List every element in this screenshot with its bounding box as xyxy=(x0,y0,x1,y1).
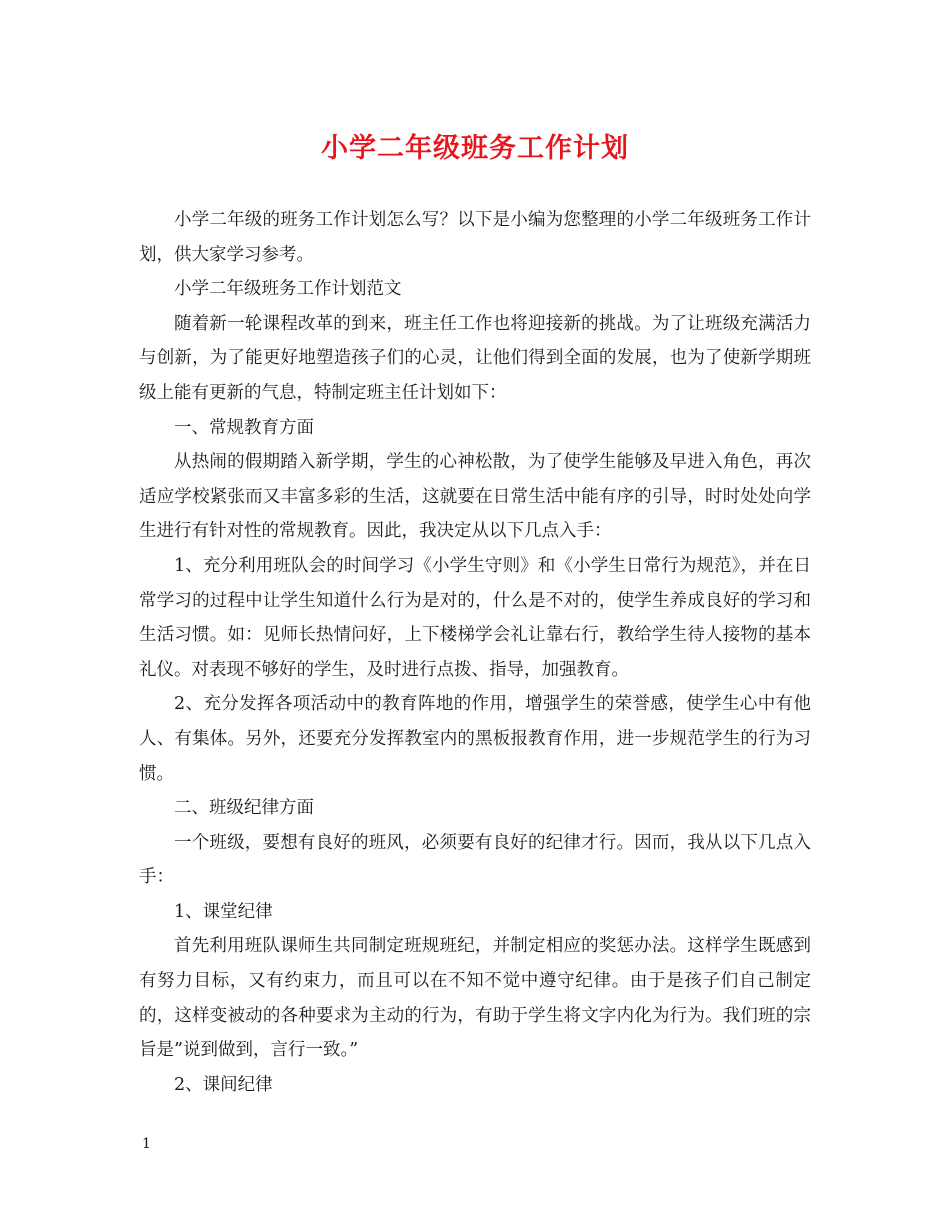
page-number: 1 xyxy=(142,1136,151,1152)
paragraph-routine-point-2: 2、充分发挥各项活动中的教育阵地的作用，增强学生的荣誉感，使学生心中有他人、有集体。另外，还要充分发挥教室内的黑板报教育作用，进一步规范学生的行为习惯。 xyxy=(139,694,811,784)
document-title: 小学二年级班务工作计划 xyxy=(321,133,629,164)
subheading-break-discipline: 2、课间纪律 xyxy=(174,1074,273,1095)
paragraph-routine: 从热闹的假期踏入新学期，学生的心神松散，为了使学生能够及早进入角色，再次适应学校紧张而又丰富多彩的生活，这就要在日常生活中能有序的引导，时时处处向学生进行有针对性的常规教育。因此，我决定从以下几点入手： xyxy=(139,452,811,542)
section-heading-discipline: 二、班级纪律方面 xyxy=(174,798,314,819)
paragraph-intro: 小学二年级的班务工作计划怎么写？以下是小编为您整理的小学二年级班务工作计划，供大家学习参考。 xyxy=(139,210,811,265)
subheading-classroom-discipline: 1、课堂纪律 xyxy=(174,901,273,922)
paragraph-classroom-discipline: 首先利用班队课师生共同制定班规班纪，并制定相应的奖惩办法。这样学生既感到有努力目标，又有约束力，而且可以在不知不觉中遵守纪律。由于是孩子们自己制定的，这样变被动的各种要求为主动的行为，有助于学生将文字内化为行为。我们班的宗旨是”说到做到，言行一致。” xyxy=(139,936,811,1061)
paragraph-routine-point-1: 1、充分利用班队会的时间学习《小学生守则》和《小学生日常行为规范》，并在日常学习的过程中让学生知道什么行为是对的，什么是不对的，使学生养成良好的学习和生活习惯。如：见师长热情问好，上下楼梯学会礼让靠右行，教给学生待人接物的基本礼仪。对表现不够好的学生，及时进行点拨、指导，加强教育。 xyxy=(139,555,811,680)
section-heading-routine: 一、常规教育方面 xyxy=(174,417,314,438)
paragraph-subtitle: 小学二年级班务工作计划范文 xyxy=(174,279,402,300)
paragraph-discipline: 一个班级，要想有良好的班风，必须要有良好的纪律才行。因而，我从以下几点入手： xyxy=(139,832,811,888)
document-body xyxy=(139,203,811,1102)
paragraph-preface: 随着新一轮课程改革的到来，班主任工作也将迎接新的挑战。为了让班级充满活力与创新，为了能更好地塑造孩子们的心灵，让他们得到全面的发展，也为了使新学期班级上能有更新的气息，特制定班主任计划如下： xyxy=(139,313,811,403)
